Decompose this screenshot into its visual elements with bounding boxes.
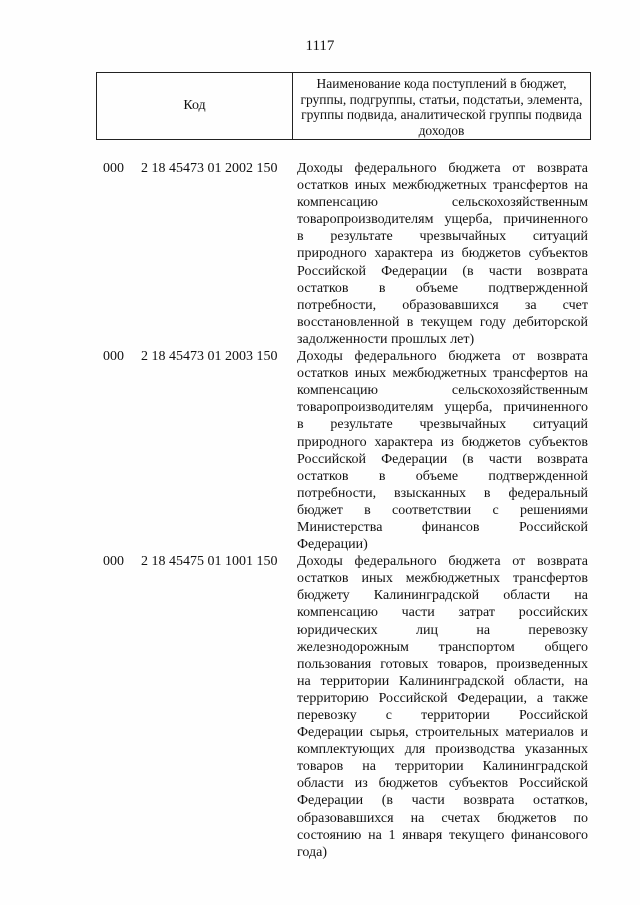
row-group-code: 000: [103, 349, 124, 365]
description-line: Российской Федерации (в части возврата: [297, 263, 588, 279]
description-line: Российской Федерации (в части возврата: [297, 451, 588, 467]
description-line: состоянию на 1 января текущего финансового: [297, 827, 588, 843]
description-line: на территории Калининградской области, на: [297, 673, 588, 689]
row-group-code: 000: [103, 161, 124, 176]
description-line: территорию Российской Федерации, а также: [297, 690, 588, 706]
description-line: задолженности прошлых лет): [297, 331, 475, 347]
description-line: природного характера из бюджетов субъектов: [297, 246, 588, 262]
row-description: [297, 553, 588, 861]
description-line: Федерации (в части возврата остатков,: [297, 793, 588, 809]
description-line: компенсацию сельскохозяйственным: [297, 195, 588, 211]
description-line: потребности, образовавшихся за счет: [297, 297, 588, 313]
description-line: бюджет в соответствии с решениями: [297, 502, 588, 518]
description-line: в результате чрезвычайных ситуаций: [297, 229, 588, 245]
description-line: Федерации): [297, 537, 368, 553]
description-line: компенсацию сельскохозяйственным: [297, 383, 588, 399]
description-line: бюджету Калининградской области на: [297, 588, 588, 604]
description-line: комплектующих для производства указанных: [297, 742, 588, 758]
description-line: в результате чрезвычайных ситуаций: [297, 417, 588, 433]
description-line: перевозку с территории Российской: [297, 708, 588, 723]
income-codes-list: [0, 160, 640, 861]
description-line: природного характера из бюджетов субъектов: [297, 434, 588, 450]
description-line: Федерации сырья, строительных материалов и: [297, 725, 588, 741]
description-line: года): [297, 844, 327, 860]
description-line: Министерства финансов Российской: [297, 519, 588, 535]
description-line: товаров на территории Калининградской: [297, 759, 588, 775]
description-line: остатков иных межбюджетных трансфертов на: [297, 178, 588, 194]
table-row: [0, 553, 640, 861]
table-header: [96, 72, 591, 140]
description-line: железнодорожным транспортом общего: [297, 639, 588, 655]
description-line: области из бюджетов субъектов Российской: [297, 776, 588, 792]
description-line: юридических лиц на перевозку: [297, 622, 588, 638]
description-line: Доходы федерального бюджета от возврата: [297, 161, 588, 176]
description-line: остатков иных межбюджетных трансфертов: [297, 571, 588, 587]
page-number: 1117: [305, 38, 335, 54]
description-line: компенсацию части затрат российских: [297, 605, 588, 621]
row-income-code: 2 18 45473 01 2003 150: [141, 349, 278, 365]
description-line: остатков в объеме подтвержденной: [297, 280, 588, 296]
row-income-code: 2 18 45473 01 2002 150: [141, 161, 278, 176]
description-line: остатков в объеме подтвержденной: [297, 468, 588, 484]
row-group-code: 000: [103, 554, 124, 570]
row-description: [297, 160, 588, 348]
description-line: остатков иных межбюджетных трансфертов на: [297, 366, 588, 382]
header-name-column: Наименование кода поступлений в бюджет, группы, подгруппы, статьи, подстатьи, элемента, группы подвида, аналитической группы подвида доходов: [300, 76, 583, 138]
description-line: потребности, взысканных в федеральный: [297, 485, 588, 501]
description-line: товаропроизводителям ущерба, причиненного: [297, 400, 588, 416]
table-row: [0, 348, 640, 553]
description-line: образовавшихся на счетах бюджетов по: [297, 810, 588, 826]
row-description: [297, 348, 588, 553]
description-line: Доходы федерального бюджета от возврата: [297, 554, 588, 570]
row-income-code: 2 18 45475 01 1001 150: [141, 554, 278, 570]
description-line: товаропроизводителям ущерба, причиненного: [297, 212, 588, 228]
header-code-column: Код: [97, 73, 293, 139]
description-line: восстановленной в текущем году дебиторской: [297, 314, 588, 330]
table-row: [0, 160, 640, 348]
description-line: Доходы федерального бюджета от возврата: [297, 349, 588, 365]
description-line: пользования готовых товаров, произведенных: [297, 656, 588, 672]
